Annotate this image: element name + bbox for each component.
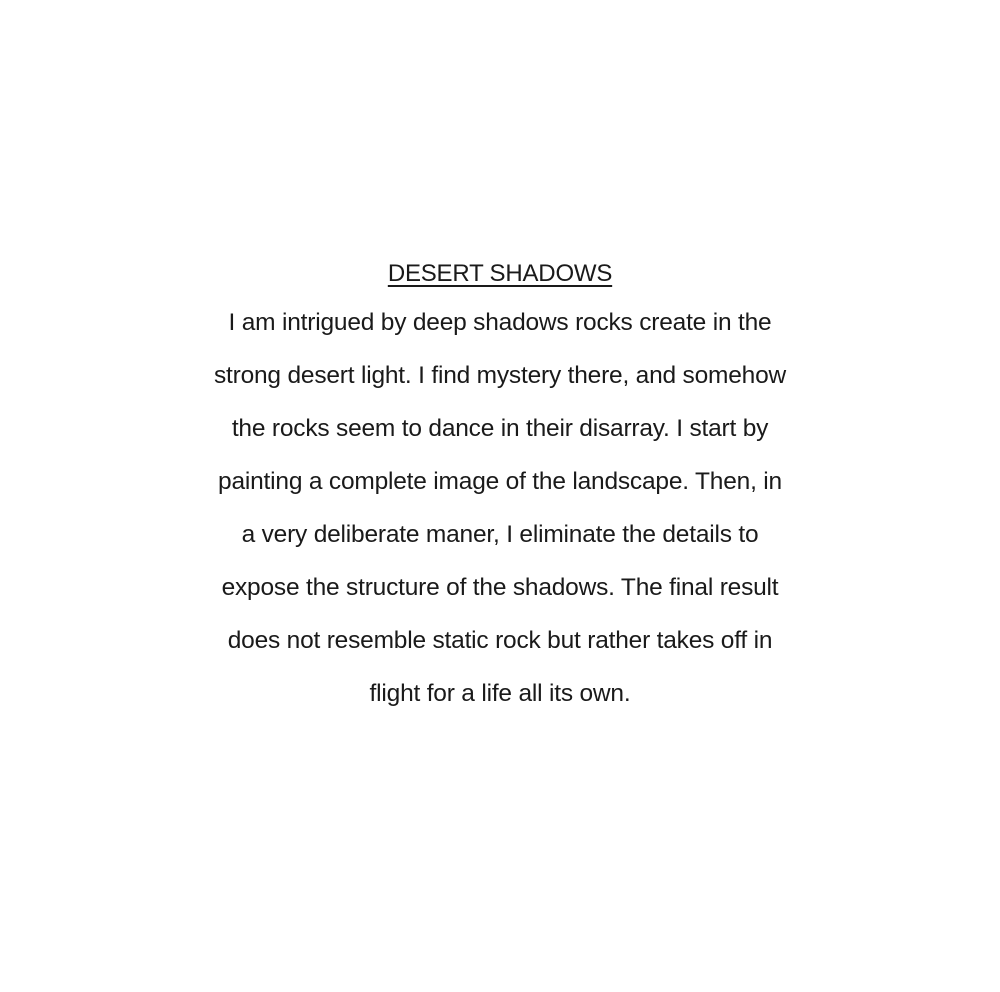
body-line: strong desert light. I find mystery there, and somehow — [213, 362, 787, 389]
document — [0, 258, 1000, 720]
document-title: DESERT SHADOWS — [387, 260, 613, 287]
document-body — [0, 296, 1000, 720]
body-line: flight for a life all its own. — [369, 680, 631, 707]
body-line: does not resemble static rock but rather takes off in — [227, 627, 773, 654]
body-line: I am intrigued by deep shadows rocks create in the — [228, 309, 772, 336]
body-line: expose the structure of the shadows. The final result — [221, 574, 779, 601]
body-line: the rocks seem to dance in their disarray. I start by — [231, 415, 769, 442]
body-line: painting a complete image of the landscape. Then, in — [218, 468, 782, 495]
body-line: a very deliberate maner, I eliminate the details to — [241, 521, 759, 548]
